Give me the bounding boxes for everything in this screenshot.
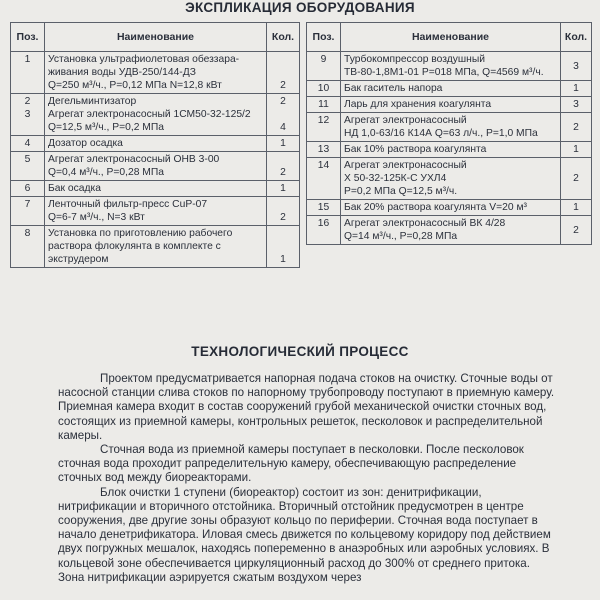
row-qty: 2 4 xyxy=(267,94,300,136)
row-name-line: Ленточный фильтр-пресс СuР-07 xyxy=(48,199,208,210)
row-pos: 6 xyxy=(11,181,45,197)
row-pos: 14 xyxy=(307,158,341,200)
row-name xyxy=(341,216,561,245)
row-name xyxy=(45,136,267,152)
row-name-line: Агрегат электронасосный xyxy=(344,160,467,171)
equipment-table-left xyxy=(10,22,300,268)
header-name: Наименование xyxy=(341,23,561,52)
header-pos: Поз. xyxy=(11,23,45,52)
row-name-line: Бак 20% раствора коагулянта V=20 м³ xyxy=(344,202,527,213)
row-name xyxy=(341,97,561,113)
row-name xyxy=(341,81,561,97)
row-name-line: Агрегат электронасосный ОНВ 3-00 xyxy=(48,154,220,165)
table-row xyxy=(11,197,300,226)
row-name xyxy=(45,94,267,136)
row-qty: 1 xyxy=(267,226,300,268)
table-row xyxy=(307,52,592,81)
row-name xyxy=(341,113,561,142)
table-row xyxy=(11,52,300,94)
row-qty: 2 xyxy=(561,158,592,200)
process-paragraph-1: Проектом предусматривается напорная подача стоков на очистку. Сточные воды от насосной станции слива стоков по напорному трубопроводу поступают в приемную камеру. Приемная камера входит в состав сооружений грубой механической очистки сточных вод, состоящих из приемной камеры, контрольных решеток, песколовок и распределительной камеры. xyxy=(58,372,555,442)
row-name-line: Агрегат электронасосный 1СМ50-32-125/2 xyxy=(48,109,251,120)
process-paragraph-3: Блок очистки 1 ступени (биореактор) состоит из зон: денитрификации, нитрификации и вторичного отстойника. Вторичный отстойник предусмотрен в центре сооружения, две другие зоны образуют кольцо по периферии. Сточная вода поступает в начало денетрификатора. Иловая смесь движется по кольцевому коридору под действием двух погружных мешалок, находясь попеременно в анаэробных или аэробных условиях. В кольцевой зоне обеспечивается циркуляционный расход до 300% от среднего притока. Зона нитрификации аэрируется сжатым воздухом через xyxy=(58,485,551,584)
right-rows xyxy=(307,52,592,245)
table-row xyxy=(307,158,592,200)
row-qty: 2 xyxy=(561,216,592,245)
header-qty: Кол. xyxy=(561,23,592,52)
row-qty: 1 xyxy=(267,181,300,197)
row-pos: 11 xyxy=(307,97,341,113)
row-qty: 2 xyxy=(267,152,300,181)
row-name-line: Дегельминтизатор xyxy=(48,96,137,107)
table-row xyxy=(11,152,300,181)
row-qty: 3 xyxy=(561,52,592,81)
row-qty: 3 xyxy=(561,97,592,113)
row-qty: 1 xyxy=(267,136,300,152)
row-name-line: Ларь для хранения коагулянта xyxy=(344,99,492,110)
row-pos: 5 xyxy=(11,152,45,181)
row-name-line: экструдером xyxy=(48,254,109,265)
row-pos: 13 xyxy=(307,142,341,158)
table-header-row xyxy=(11,23,300,52)
process-paragraph-2: Сточная вода из приемной камеры поступает в песколовки. После песколовок сточная вода проходит рапределительную камеру, обеспечивающую распределение сточных вод между биореакторами. xyxy=(58,443,524,485)
header-qty: Кол. xyxy=(267,23,300,52)
row-name-line: Р=0,2 МПа Q=12,5 м³/ч. xyxy=(344,186,458,197)
row-pos: 9 xyxy=(307,52,341,81)
table-row xyxy=(11,94,300,136)
row-name-line: Установка ультрафиолетовая обеззара- xyxy=(48,54,240,65)
equipment-table-right xyxy=(306,22,592,245)
row-name-line: Турбокомпрессор воздушный xyxy=(344,54,485,65)
table-row xyxy=(11,181,300,197)
row-name xyxy=(45,152,267,181)
row-pos: 15 xyxy=(307,200,341,216)
row-name xyxy=(341,158,561,200)
table-row xyxy=(11,136,300,152)
table-row xyxy=(307,81,592,97)
table-row xyxy=(307,200,592,216)
row-name xyxy=(341,142,561,158)
table-row xyxy=(11,226,300,268)
row-name xyxy=(341,200,561,216)
header-pos: Поз. xyxy=(307,23,341,52)
row-pos: 1 xyxy=(11,52,45,94)
row-name-line: НД 1,0-63/16 К14А Q=63 л/ч., Р=1,0 МПа xyxy=(344,128,538,139)
row-name-line: раствора флокулянта в комплекте с xyxy=(48,241,221,252)
row-name xyxy=(341,52,561,81)
row-pos: 2 3 xyxy=(11,94,45,136)
row-pos: 16 xyxy=(307,216,341,245)
row-name-line: Бак осадка xyxy=(48,183,101,194)
row-name-line: Q=12,5 м³/ч., Р=0,2 МПа xyxy=(48,122,165,133)
process-title: ТЕХНОЛОГИЧЕСКИЙ ПРОЦЕСС xyxy=(191,344,409,359)
table-row xyxy=(307,97,592,113)
row-name-line: Дозатор осадка xyxy=(48,138,123,149)
row-qty: 2 xyxy=(267,52,300,94)
row-name-line: Q=6-7 м³/ч., N=3 кВт xyxy=(48,212,145,223)
row-qty: 1 xyxy=(561,81,592,97)
row-pos: 7 xyxy=(11,197,45,226)
row-name xyxy=(45,181,267,197)
equipment-title: ЭКСПЛИКАЦИЯ ОБОРУДОВАНИЯ xyxy=(185,0,415,15)
row-name-line: живания воды УДВ-250/144-ДЗ xyxy=(48,67,196,78)
row-qty: 2 xyxy=(561,113,592,142)
table-row xyxy=(307,113,592,142)
row-qty: 1 xyxy=(561,142,592,158)
row-name xyxy=(45,226,267,268)
row-name-line: Х 50-32-125К-С УХЛ4 xyxy=(344,173,447,184)
row-name xyxy=(45,52,267,94)
row-qty: 2 xyxy=(267,197,300,226)
row-name xyxy=(45,197,267,226)
left-rows xyxy=(11,52,300,268)
row-pos: 8 xyxy=(11,226,45,268)
row-name-line: Q=14 м³/ч., Р=0,28 МПа xyxy=(344,231,458,242)
row-name-line: Агрегат электронасосный ВК 4/28 xyxy=(344,218,506,229)
row-name-line: Бак гаситель напора xyxy=(344,83,443,94)
row-qty: 1 xyxy=(561,200,592,216)
row-pos: 10 xyxy=(307,81,341,97)
process-text xyxy=(58,372,558,585)
row-name-line: Бак 10% раствора коагулянта xyxy=(344,144,487,155)
table-row xyxy=(307,216,592,245)
row-name-line: Q=0,4 м³/ч., Р=0,28 МПа xyxy=(48,167,165,178)
row-name-line: Агрегат электронасосный xyxy=(344,115,467,126)
row-name-line: ТВ-80-1,8М1-01 Р=018 МПа, Q=4569 м³/ч. xyxy=(344,67,544,78)
row-pos: 4 xyxy=(11,136,45,152)
table-row xyxy=(307,142,592,158)
row-name-line: Установка по приготовлению рабочего xyxy=(48,228,233,239)
row-name-line: Q=250 м³/ч., Р=0,12 МПа N=12,8 кВт xyxy=(48,80,222,91)
row-pos: 12 xyxy=(307,113,341,142)
table-header-row xyxy=(307,23,592,52)
header-name: Наименование xyxy=(45,23,267,52)
